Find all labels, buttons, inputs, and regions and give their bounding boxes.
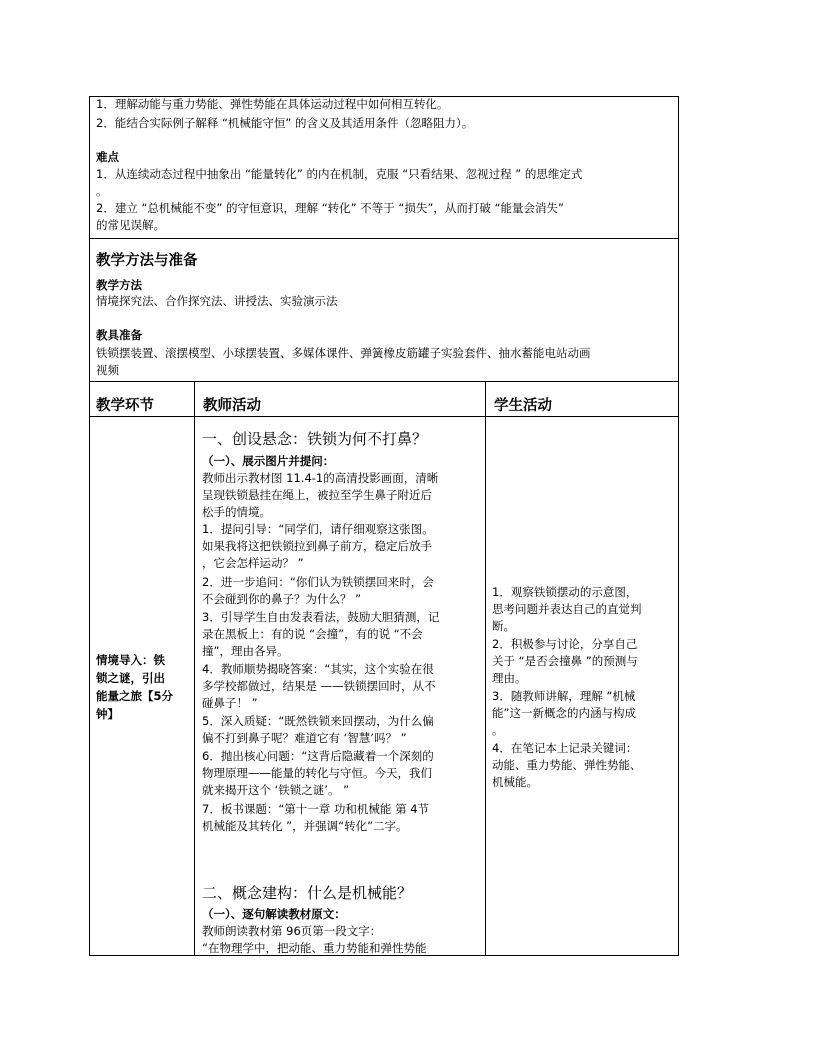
teacher-line: “在物理学中，把动能、重力势能和弹性势能: [202, 941, 427, 955]
stage-line-2: 锁之谜，引出: [96, 671, 165, 685]
teacher-line: 录在黑板上：有的说 “会撞”，有的说 “不会: [202, 627, 423, 641]
tools-line-2: 视频: [96, 363, 119, 377]
teacher-line: 碰鼻子！ ”: [202, 696, 258, 710]
student-line: 2．积极参与讨论，分享自己: [492, 637, 638, 651]
teacher-line: ，它会怎样运动？ ”: [202, 556, 304, 570]
difficulty-title: 难点: [96, 150, 119, 164]
student-line: 动能、重力势能、弹性势能、: [492, 758, 642, 772]
teacher-sub-1: （一）、展示图片并提问：: [202, 454, 335, 468]
teacher-line: 如果我将这把铁锁拉到鼻子前方，稳定后放手: [202, 539, 432, 553]
teacher-line: 偏不打到鼻子呢？难道它有 ‘智慧’吗？ ”: [202, 731, 407, 745]
divider-table-header: [89, 416, 679, 417]
teacher-sub-2: （一）、逐句解读教材原文：: [202, 907, 346, 921]
tools-line-1: 铁锁摆装置、滚摆模型、小球摆装置、多媒体课件、弹簧橡皮筋罐子实验套件、抽水蓄能电站动画: [96, 346, 591, 360]
teacher-line: 松手的情境。: [202, 505, 271, 519]
objective-item-2: 2．能结合实际例子解释 “机械能守恒” 的含义及其适用条件（忽略阻力）。: [96, 116, 474, 130]
methods-text: 情境探究法、合作探究法、讲授法、实验演示法: [96, 294, 338, 308]
teacher-line: 多学校都做过，结果是 ——铁锁摆回时，从不: [202, 679, 436, 693]
methods-section-title: 教学方法与准备: [96, 253, 198, 269]
student-line: 断。: [492, 619, 515, 633]
header-stage: 教学环节: [96, 398, 154, 414]
teacher-line: 4．教师顺势揭晓答案：“其实，这个实验在很: [202, 662, 434, 676]
student-line: 思考问题并表达自己的直觉判: [492, 602, 642, 616]
header-student: 学生活动: [494, 398, 552, 414]
teacher-line: 2．进一步追问：“你们认为铁锁摆回来时，会: [202, 575, 434, 589]
divider-methods: [89, 381, 679, 382]
difficulty-line-1: 1．从连续动态过程中抽象出 “能量转化” 的内在机制，克服 “只看结果、忽视过程 ” 的思维定式: [96, 167, 583, 181]
teacher-line: 物理原理——能量的转化与守恒。今天，我们: [202, 766, 432, 780]
difficulty-line-4: 的常见误解。: [96, 218, 165, 232]
teacher-line: 不会碰到你的鼻子？为什么？ ”: [202, 592, 362, 606]
teacher-line: 呈现铁锁悬挂在绳上，被拉至学生鼻子附近后: [202, 488, 432, 502]
teacher-line: 教师朗读教材第 96页第一段文字：: [202, 924, 382, 938]
teacher-heading-1: 一、创设悬念：铁锁为何不打鼻？: [202, 430, 428, 448]
student-line: 理由。: [492, 671, 527, 685]
teacher-line: 6．抛出核心问题：“这背后隐藏着一个深刻的: [202, 749, 434, 763]
teacher-line: 3．引导学生自由发表看法，鼓励大胆猜测，记: [202, 610, 440, 624]
student-line: 4．在笔记本上记录关键词：: [492, 741, 638, 755]
tools-title: 教具准备: [96, 328, 142, 342]
student-line: 机械能。: [492, 775, 538, 789]
objective-item-1: 1．理解动能与重力势能、弹性势能在具体运动过程中如何相互转化。: [96, 97, 449, 111]
teacher-heading-2: 二、概念建构：什么是机械能？: [202, 884, 413, 902]
difficulty-line-3: 2．建立 “总机械能不变” 的守恒意识，理解 “转化” 不等于 “损失”，从而打破 “能量会消失”: [96, 201, 564, 215]
teacher-line: 1．提问引导：“同学们，请仔细观察这张图。: [202, 522, 434, 536]
student-line: 能”这一新概念的内涵与构成: [492, 706, 636, 720]
student-line: 关于 “是否会撞鼻 ”的预测与: [492, 654, 638, 668]
difficulty-line-2: 。: [96, 184, 108, 198]
header-teacher: 教师活动: [203, 398, 261, 414]
teacher-line: 就来揭开这个 ‘铁锁之谜’。 ”: [202, 783, 350, 797]
teacher-line: 撞”，理由各异。: [202, 644, 289, 658]
column-divider-2: [485, 381, 486, 956]
stage-line-4: 钟】: [96, 707, 119, 721]
teacher-line: 教师出示教材图 11.4-1的高清投影画面，清晰: [202, 471, 439, 485]
teacher-line: 5．深入质疑：“既然铁锁来回摆动，为什么偏: [202, 714, 434, 728]
teacher-line: 7．板书课题：“第十一章 功和机械能 第 4节: [202, 802, 430, 816]
student-line: 。: [492, 723, 504, 737]
teacher-line: 机械能及其转化 ”，并强调“转化”二字。: [202, 819, 408, 833]
column-divider-1: [194, 381, 195, 956]
stage-line-3: 能量之旅【5分: [96, 689, 174, 703]
methods-title: 教学方法: [96, 278, 142, 292]
stage-line-1: 情境导入：铁: [96, 653, 165, 667]
student-line: 1．观察铁锁摆动的示意图，: [492, 585, 638, 599]
student-line: 3．随教师讲解，理解 “机械: [492, 689, 636, 703]
divider-objectives: [89, 238, 679, 239]
